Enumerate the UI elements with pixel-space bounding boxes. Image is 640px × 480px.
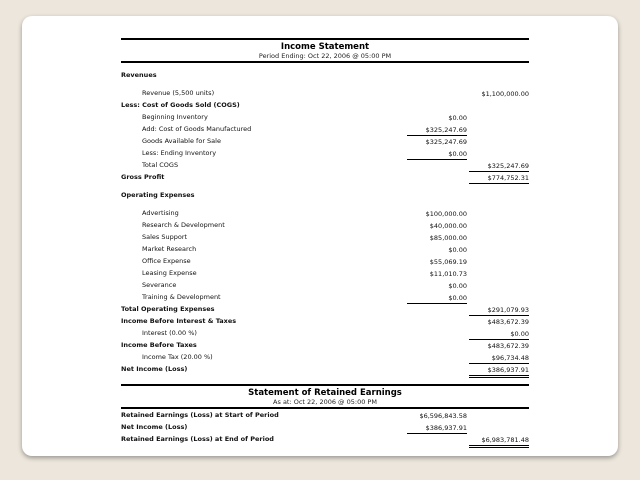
add-cogm-row (121, 123, 529, 135)
expense-label: Leasing Expense (142, 269, 197, 277)
retained-net-income-row (121, 421, 529, 433)
opex-heading-row (121, 189, 529, 201)
income-tax-value: $96,734.48 (469, 353, 529, 364)
interest-row (121, 327, 529, 339)
income-statement-title: Income Statement (280, 42, 370, 52)
gross-profit-label: Gross Profit (121, 173, 165, 181)
add-cogm-value: $325,247.69 (407, 125, 467, 136)
total-cogs-label: Total COGS (142, 161, 179, 169)
expense-row (121, 279, 529, 291)
retained-end-row (121, 433, 529, 445)
net-income-value: $386,937.91 (469, 365, 529, 378)
revenue-value: $1,100,000.00 (481, 90, 529, 98)
interest-label: Interest (0.00 %) (142, 329, 197, 337)
beginning-inventory-row (121, 111, 529, 123)
expense-label: Market Research (142, 245, 197, 253)
total-cogs-value: $325,247.69 (469, 161, 529, 172)
retained-start-value: $6,596,843.58 (419, 412, 467, 420)
ebt-value: $483,672.39 (487, 342, 529, 350)
expense-value: $11,010.73 (429, 270, 467, 278)
interest-value: $0.00 (469, 329, 529, 340)
income-statement-header (121, 38, 529, 63)
total-opex-label: Total Operating Expenses (121, 305, 215, 313)
total-opex-row (121, 303, 529, 315)
net-income-row (121, 363, 529, 375)
ebit-value: $483,672.39 (487, 318, 529, 326)
expense-value: $100,000.00 (425, 210, 467, 218)
ebit-label: Income Before Interest & Taxes (121, 317, 237, 325)
expense-row (121, 291, 529, 303)
expense-label: Severance (142, 281, 177, 289)
net-income-label: Net Income (Loss) (121, 365, 188, 373)
beginning-inventory-value: $0.00 (448, 114, 467, 122)
expense-value: $0.00 (407, 293, 467, 304)
expense-label: Sales Support (142, 233, 188, 241)
gross-profit-value: $774,752.31 (469, 173, 529, 184)
income-tax-label: Income Tax (20.00 %) (142, 353, 213, 361)
expense-label: Advertising (142, 209, 179, 217)
goods-available-label: Goods Available for Sale (142, 137, 221, 145)
cogs-heading-row (121, 99, 529, 111)
revenue-row (121, 87, 529, 99)
expense-row (121, 231, 529, 243)
opex-heading: Operating Expenses (121, 191, 195, 199)
retained-end-label: Retained Earnings (Loss) at End of Period (121, 435, 274, 443)
revenue-label: Revenue (5,500 units) (142, 89, 215, 97)
expense-value: $55,069.19 (429, 258, 467, 266)
retained-net-income-label: Net Income (Loss) (121, 423, 188, 431)
gross-profit-row (121, 171, 529, 183)
expense-value: $0.00 (448, 246, 467, 254)
add-cogm-label: Add: Cost of Goods Manufactured (142, 125, 252, 133)
expense-row (121, 219, 529, 231)
retained-end-value: $6,983,781.48 (469, 435, 529, 448)
goods-available-row (121, 135, 529, 147)
income-tax-row (121, 351, 529, 363)
expense-row (121, 255, 529, 267)
expense-row (121, 207, 529, 219)
report-card (22, 16, 618, 456)
expense-label: Office Expense (142, 257, 191, 265)
expense-label: Research & Development (142, 221, 225, 229)
expense-value: $40,000.00 (429, 222, 467, 230)
total-opex-value: $291,079.93 (469, 305, 529, 316)
ebt-row (121, 339, 529, 351)
expense-value: $85,000.00 (429, 234, 467, 242)
total-cogs-row (121, 159, 529, 171)
revenues-heading-row (121, 69, 529, 81)
beginning-inventory-label: Beginning Inventory (142, 113, 208, 121)
income-statement-report (121, 38, 529, 445)
ending-inventory-row (121, 147, 529, 159)
retained-start-row (121, 409, 529, 421)
cogs-heading: Less: Cost of Goods Sold (COGS) (121, 101, 240, 109)
ending-inventory-value: $0.00 (407, 149, 467, 160)
expense-row (121, 243, 529, 255)
ebt-label: Income Before Taxes (121, 341, 197, 349)
income-statement-period: Period Ending: Oct 22, 2006 @ 05:00 PM (258, 52, 392, 60)
expense-label: Training & Development (142, 293, 221, 301)
ending-inventory-label: Less: Ending Inventory (142, 149, 217, 157)
retained-earnings-date: As at: Oct 22, 2006 @ 05:00 PM (273, 398, 377, 406)
goods-available-value: $325,247.69 (425, 138, 467, 146)
expense-row (121, 267, 529, 279)
revenues-heading: Revenues (121, 71, 157, 79)
retained-earnings-title: Statement of Retained Earnings (248, 388, 402, 398)
retained-earnings-header (121, 384, 529, 409)
retained-start-label: Retained Earnings (Loss) at Start of Period (121, 411, 279, 419)
expense-value: $0.00 (448, 282, 467, 290)
ebit-row (121, 315, 529, 327)
retained-net-income-value: $386,937.91 (407, 423, 467, 434)
